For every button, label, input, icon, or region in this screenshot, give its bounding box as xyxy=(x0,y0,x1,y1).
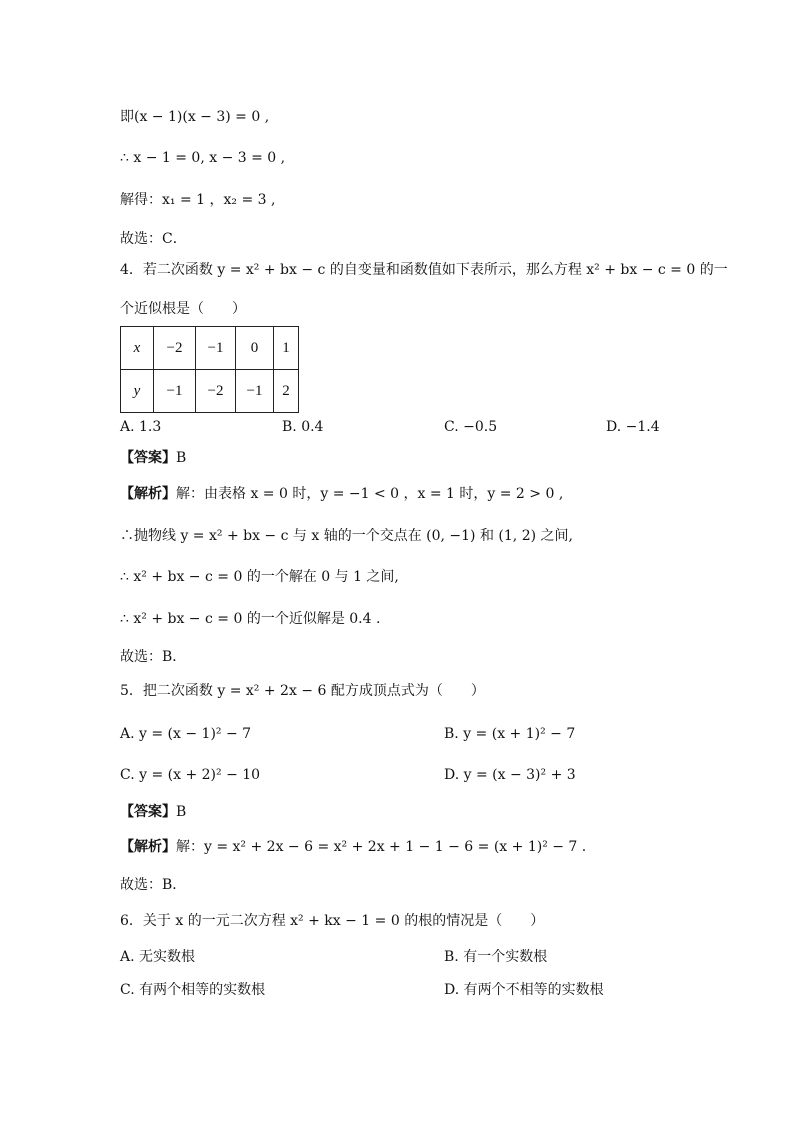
table-cell: −1 xyxy=(154,370,196,413)
table-cell: −2 xyxy=(154,327,196,370)
question-4-stem: 4．若二次函数 y = x² + bx − c 的自变量和函数值如下表所示，那么方程 x² + bx − c = 0 的一 xyxy=(120,262,728,278)
q5-option-b: B. y = (x + 1)² − 7 xyxy=(444,726,576,742)
table-cell: y xyxy=(121,370,154,413)
q5-solution xyxy=(120,836,586,858)
q6-option-c: C. 有两个相等的实数根 xyxy=(120,982,266,998)
q4-option-a: A. 1.3 xyxy=(120,419,162,435)
table-row xyxy=(121,327,299,370)
table-cell: −2 xyxy=(196,370,236,413)
q4-solution-3: ∴ x² + bx − c = 0 的一个解在 0 与 1 之间, xyxy=(120,569,399,585)
answer-value: B xyxy=(176,804,187,820)
answer-value: B xyxy=(176,450,187,466)
solution-text: 解：y = x² + 2x − 6 = x² + 2x + 1 − 1 − 6 = (x + 1)² − 7 . xyxy=(176,839,587,855)
q4-solution-1 xyxy=(120,483,563,505)
q5-option-a: A. y = (x − 1)² − 7 xyxy=(120,726,252,742)
q4-option-d: D. −1.4 xyxy=(606,419,660,435)
q4-solution-2: ∴抛物线 y = x² + bx − c 与 x 轴的一个交点在 (0, −1) 和 (1, 2) 之间, xyxy=(120,528,573,544)
table-cell: 2 xyxy=(274,370,299,413)
solution-tag: 【解析】 xyxy=(120,486,176,502)
table-cell: −1 xyxy=(196,327,236,370)
answer-tag: 【答案】 xyxy=(120,804,176,820)
question-5-stem: 5．把二次函数 y = x² + 2x − 6 配方成顶点式为（ ） xyxy=(120,683,485,699)
q4-answer xyxy=(120,447,186,469)
q5-answer xyxy=(120,801,186,823)
table-row xyxy=(121,370,299,413)
q4-option-b: B. 0.4 xyxy=(282,419,324,435)
table-cell: −1 xyxy=(236,370,274,413)
q4-choose: 故选：B． xyxy=(120,649,187,665)
table-cell: 0 xyxy=(236,327,274,370)
q5-option-d: D. y = (x − 3)² + 3 xyxy=(444,767,576,783)
q4-option-c: C. −0.5 xyxy=(444,419,498,435)
text-line-roots-condition: ∴ x − 1 = 0, x − 3 = 0 , xyxy=(120,150,286,166)
q4-solution-4: ∴ x² + bx − c = 0 的一个近似解是 0.4 . xyxy=(120,611,381,627)
question-6-stem: 6．关于 x 的一元二次方程 x² + kx − 1 = 0 的根的情况是（ ） xyxy=(120,913,545,929)
text-line-choice-c: 故选：C． xyxy=(120,231,187,247)
q5-choose: 故选：B． xyxy=(120,877,187,893)
answer-tag: 【答案】 xyxy=(120,450,176,466)
question-4-stem-cont: 个近似根是（ ） xyxy=(120,301,246,317)
q5-option-c: C. y = (x + 2)² − 10 xyxy=(120,767,261,783)
q6-option-b: B. 有一个实数根 xyxy=(444,949,548,965)
solution-text: 解：由表格 x = 0 时，y = −1 < 0 ，x = 1 时，y = 2 > 0 , xyxy=(176,486,564,502)
q6-option-a: A. 无实数根 xyxy=(120,949,196,965)
text-line-factored: 即(x − 1)(x − 3) = 0 , xyxy=(120,109,270,125)
text-line-roots: 解得：x₁ = 1 ，x₂ = 3 , xyxy=(120,192,276,208)
value-table xyxy=(120,326,299,413)
solution-tag: 【解析】 xyxy=(120,839,176,855)
q6-option-d: D. 有两个不相等的实数根 xyxy=(444,982,604,998)
table-cell: 1 xyxy=(274,327,299,370)
table-cell: x xyxy=(121,327,154,370)
